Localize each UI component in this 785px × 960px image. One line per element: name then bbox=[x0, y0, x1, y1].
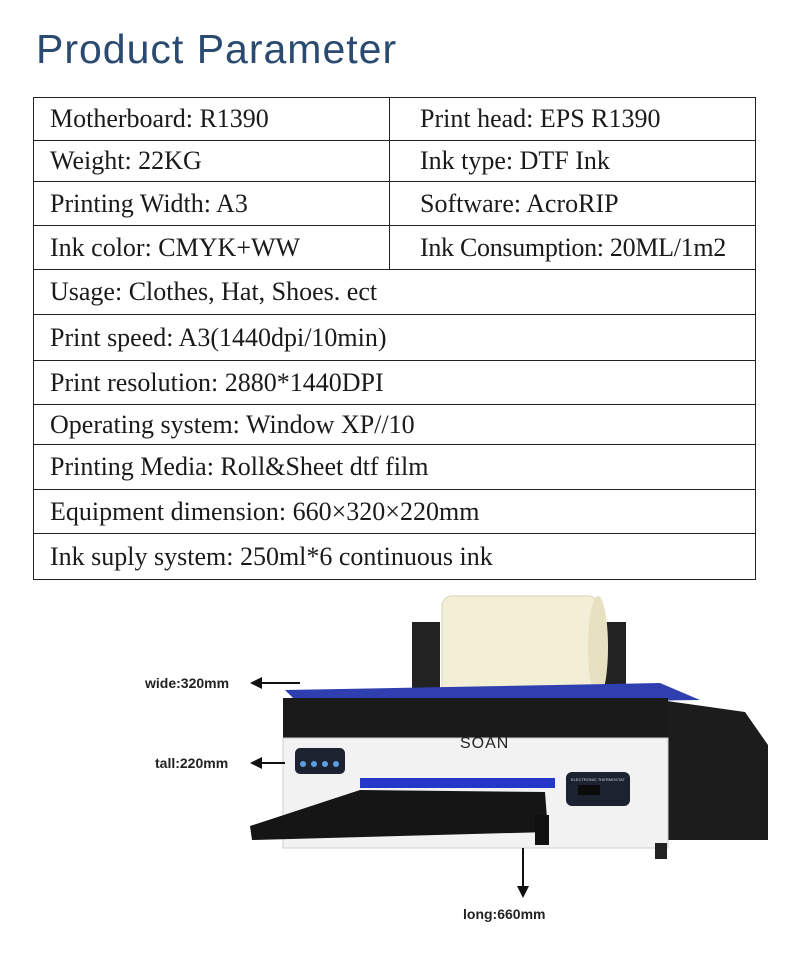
spec-operating-system: Operating system: Window XP//10 bbox=[34, 405, 756, 445]
spec-weight: Weight: 22KG bbox=[34, 141, 390, 182]
spec-row bbox=[34, 98, 756, 141]
button-dot bbox=[333, 761, 339, 767]
thermostat-label: ELECTRONIC THERMOSTAT bbox=[571, 777, 625, 782]
button-dot bbox=[322, 761, 328, 767]
button-dot bbox=[311, 761, 317, 767]
spec-print-speed: Print speed: A3(1440dpi/10min) bbox=[34, 315, 756, 361]
spec-ink-supply: Ink suply system: 250ml*6 continuous ink bbox=[34, 534, 756, 580]
spec-row bbox=[34, 182, 756, 226]
spec-row bbox=[34, 315, 756, 361]
spec-printing-media: Printing Media: Roll&Sheet dtf film bbox=[34, 445, 756, 490]
film-roll bbox=[442, 596, 598, 700]
spec-row bbox=[34, 141, 756, 182]
thermostat-display bbox=[578, 785, 600, 795]
spec-usage: Usage: Clothes, Hat, Shoes. ect bbox=[34, 270, 756, 315]
spec-row bbox=[34, 405, 756, 445]
page-title: Product Parameter bbox=[36, 26, 398, 72]
tall-dimension-label: tall:220mm bbox=[155, 755, 229, 771]
button-dot bbox=[300, 761, 306, 767]
spec-print-head: Print head: EPS R1390 bbox=[390, 98, 756, 141]
wide-dimension-label: wide:320mm bbox=[145, 675, 230, 691]
spec-row bbox=[34, 445, 756, 490]
button-panel bbox=[295, 748, 345, 774]
spec-motherboard: Motherboard: R1390 bbox=[34, 98, 390, 141]
printer-side-box bbox=[660, 700, 768, 840]
wide-arrow-head bbox=[250, 677, 262, 689]
spec-printing-width: Printing Width: A3 bbox=[34, 182, 390, 226]
spec-ink-consumption: Ink Consumption: 20ML/1m2 bbox=[390, 226, 756, 270]
spec-row bbox=[34, 226, 756, 270]
spec-row bbox=[34, 361, 756, 405]
spec-ink-type: Ink type: DTF Ink bbox=[390, 141, 756, 182]
spec-row bbox=[34, 534, 756, 580]
long-arrow-head bbox=[517, 886, 529, 898]
spec-row bbox=[34, 490, 756, 534]
printer-foot bbox=[655, 843, 667, 859]
printer-brand: SOAN bbox=[460, 735, 510, 752]
printer-top-band bbox=[283, 698, 668, 740]
spec-software: Software: AcroRIP bbox=[390, 182, 756, 226]
spec-ink-color: Ink color: CMYK+WW bbox=[34, 226, 390, 270]
tray-clamp bbox=[535, 815, 549, 845]
film-roll-end bbox=[588, 596, 608, 698]
feed-slot bbox=[360, 778, 555, 788]
long-dimension-label: long:660mm bbox=[463, 906, 546, 922]
spec-print-resolution: Print resolution: 2880*1440DPI bbox=[34, 361, 756, 405]
printer-illustration bbox=[0, 586, 785, 960]
spec-row bbox=[34, 270, 756, 315]
spec-table bbox=[33, 97, 756, 580]
tall-arrow-head bbox=[250, 757, 262, 769]
spec-equipment-dimension: Equipment dimension: 660×320×220mm bbox=[34, 490, 756, 534]
